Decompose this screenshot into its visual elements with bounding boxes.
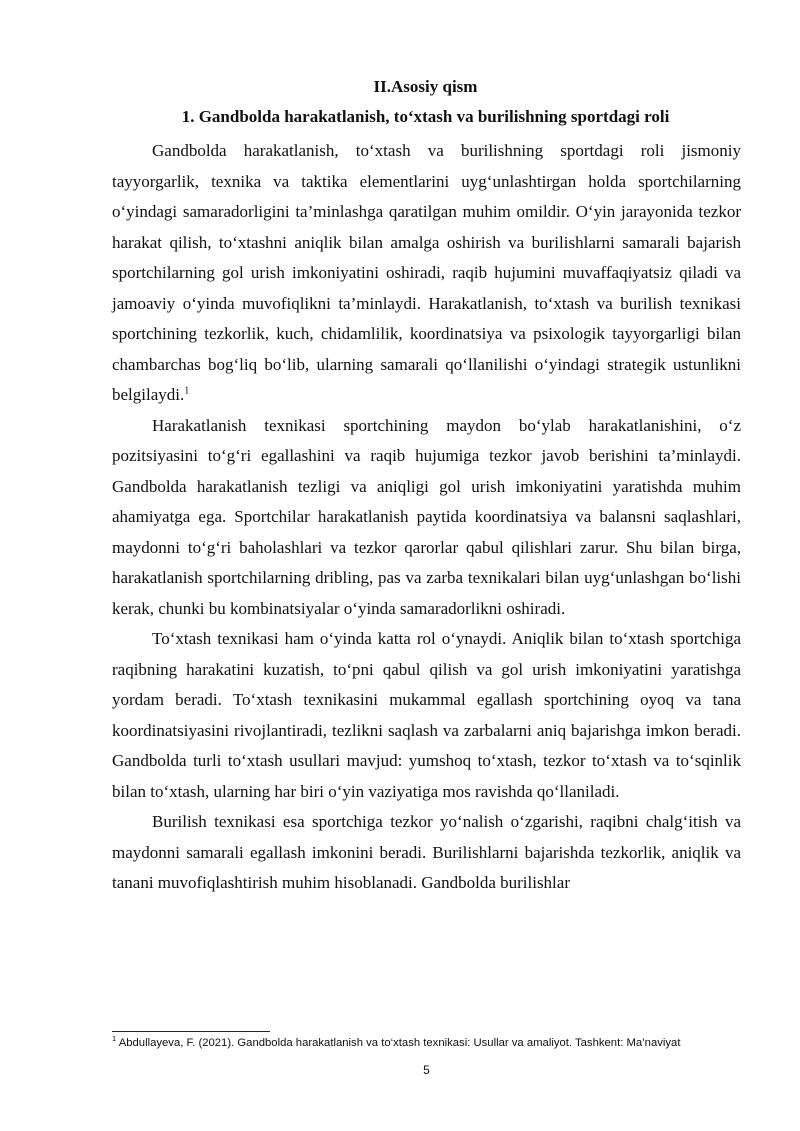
footnote-separator [112,1031,270,1032]
footnote-reference[interactable]: 1 [184,385,190,397]
subsection-title: 1. Gandbolda harakatlanish, to‘xtash va burilishning sportdagi roli [181,107,670,126]
section-title: II.Asosiy qism [373,77,478,96]
body-text [112,136,741,899]
page-number: 5 [423,1063,430,1077]
footnote-text: Abdullayeva, F. (2021). Gandbolda harakatlanish va to‘xtash texnikasi: Usullar va amaliyot. Tashkent: Ma’naviyat [118,1037,681,1049]
paragraph-2 [112,411,741,625]
paragraph-2-text: Harakatlanish texnikasi sportchining maydon bo‘ylab harakatlanishini, o‘z pozitsiyasini to‘g‘ri egallashini va raqib hujumiga tezkor javob berishini ta’minlaydi. Gandbolda harakatlanish tezligi va aniqligi gol urish imkoniyatini yaratishda muhim ahamiyatga ega. Sportchilar harakatlanish paytida koordinatsiya va balansni saqlashlari, maydonni to‘g‘ri baholashlari va tezkor qarorlar qabul qilishlari zarur. Shu bilan birga, harakatlanish sportchilarning dribling, pas va zarba texnikalari bilan uyg‘unlashgan bo‘lishi kerak, chunki bu kombinatsiyalar o‘yinda samaradorlikni oshiradi. [112,415,741,618]
paragraph-1-text: Gandbolda harakatlanish, to‘xtash va burilishning sportdagi roli jismoniy tayyorgarlik, texnika va taktika elementlarini uyg‘unlashtirgan holda sportchilarning o‘yindagi samaradorligini ta’minlashga qaratilgan muhim omildir. O‘yin jarayonida tezkor harakat qilish, to‘xtashni aniqlik bilan amalga oshirish va burilishlarni samarali bajarish sportchilarning gol urish imkoniyatini oshiradi, raqib hujumini muvaffaqiyatsiz qiladi va jamoaviy o‘yinda muvofiqlikni ta’minlaydi. Harakatlanish, to‘xtash va burilish texnikasi sportchining tezkorlik, kuch, chidamlilik, koordinatsiya va psixologik tayyorgarligi bilan chambarchas bog‘liq bo‘lib, ularning samarali qo‘llanilishi o‘yindagi strategik ustunlikni belgilaydi. [112,141,741,404]
paragraph-3-text: To‘xtash texnikasi ham o‘yinda katta rol o‘ynaydi. Aniqlik bilan to‘xtash sportchiga raqibning harakatini kuzatish, to‘pni qabul qilish va gol urish imkoniyatini yaratishga yordam beradi. To‘xtash texnikasini mukammal egallash sportchining oyoq va tana koordinatsiyasini rivojlantiradi, tezlikni saqlash va zarbalarni aniq bajarishga imkon beradi. Gandbolda turli to‘xtash usullari mavjud: yumshoq to‘xtash, tezkor to‘xtash va to‘sqinlik bilan to‘xtash, ularning har biri o‘yin vaziyatiga mos ravishda qo‘llaniladi. [112,629,741,801]
paragraph-1 [112,136,741,411]
footnote [112,1036,752,1051]
paragraph-4-text: Burilish texnikasi esa sportchiga tezkor yo‘nalish o‘zgarishi, raqibni chalg‘itish va maydonni samarali egallash imkonini beradi. Burilishlarni bajarishda tezkorlik, aniqlik va tanani muvofiqlashtirish muhim hisoblanadi. Gandbolda burilishlar [112,812,741,892]
footnote-marker: 1 [112,1034,117,1044]
paragraph-3 [112,624,741,807]
paragraph-4 [112,807,741,899]
